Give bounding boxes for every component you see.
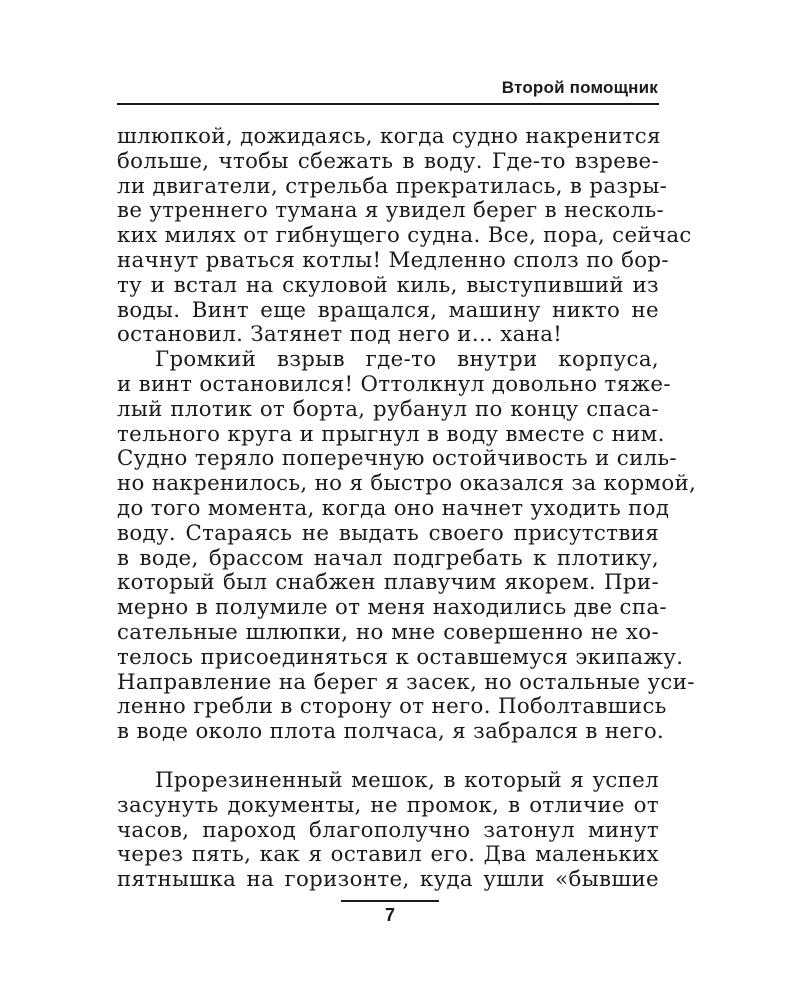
footer-rule [341, 900, 439, 902]
text-line: больше, чтобы сбежать в воду. Где-то взреве- [117, 148, 659, 174]
paragraph [117, 124, 692, 348]
text-line: телось присоединяться к оставшемуся экипажу. [117, 644, 684, 670]
text-line: ких милях от гибнущего судна. Все, пора, сейчас [117, 223, 692, 249]
body-text [117, 124, 697, 893]
text-line: который был снабжен плавучим якорем. При- [117, 570, 659, 596]
text-line: начнут рваться котлы! Медленно сполз по бор- [117, 247, 669, 273]
text-line: Громкий взрыв где-то внутри корпуса, [155, 347, 659, 373]
text-line: но накренилось, но я быстро оказался за кормой, [117, 471, 697, 497]
section-break [117, 745, 659, 769]
text-line: засунуть документы, не промок, в отличие от [117, 792, 659, 818]
text-line: остановил. Затянет под него и... хана! [117, 322, 563, 348]
text-line: мерно в полумиле от меня находились две спа- [117, 595, 667, 621]
header-rule [117, 103, 659, 105]
page-number: 7 [384, 905, 395, 925]
text-line: в воде, брассом начал подгребать к плотику, [117, 545, 659, 571]
paragraph [117, 769, 659, 893]
text-line: шлюпкой, дожидаясь, когда судно накренится [117, 124, 661, 149]
text-line: Направление на берег я засек, но остальные уси- [117, 669, 695, 695]
text-line: тельного круга и прыгнул в воду вместе с ним. [117, 421, 665, 447]
text-line: в воде около плота полчаса, я забрался в него. [117, 719, 665, 745]
text-line: часов, пароход благополучно затонул минут [117, 817, 659, 843]
text-line: пятнышка на горизонте, куда ушли «бывшие [117, 867, 659, 893]
text-line: и винт остановился! Оттолкнул довольно тяже- [117, 371, 671, 397]
text-line: Прорезиненный мешок, в который я успел [155, 767, 659, 793]
text-line: до того момента, когда оно начнет уходить под [117, 495, 670, 521]
text-line: воды. Винт еще вращался, машину никто не [117, 297, 659, 323]
text-line: сательные шлюпки, но мне совершенно не хо- [117, 619, 659, 645]
text-line: лый плотик от борта, рубанул по концу спаса- [117, 396, 659, 422]
text-line: через пять, как я оставил его. Два маленьких [117, 842, 659, 868]
running-head: Второй помощник [501, 78, 658, 97]
text-line: ленно гребли в сторону от него. Поболтавшись [117, 694, 667, 720]
text-line: ли двигатели, стрельба прекратилась, в разры- [117, 173, 668, 199]
text-line: ту и встал на скуловой киль, выступивший из [117, 272, 659, 298]
text-line: воду. Стараясь не выдать своего присутствия [117, 520, 659, 546]
text-line: ве утреннего тумана я увидел берег в несколь- [117, 198, 665, 224]
paragraph [117, 347, 697, 745]
text-line: Судно теряло поперечную остойчивость и силь- [117, 446, 677, 472]
